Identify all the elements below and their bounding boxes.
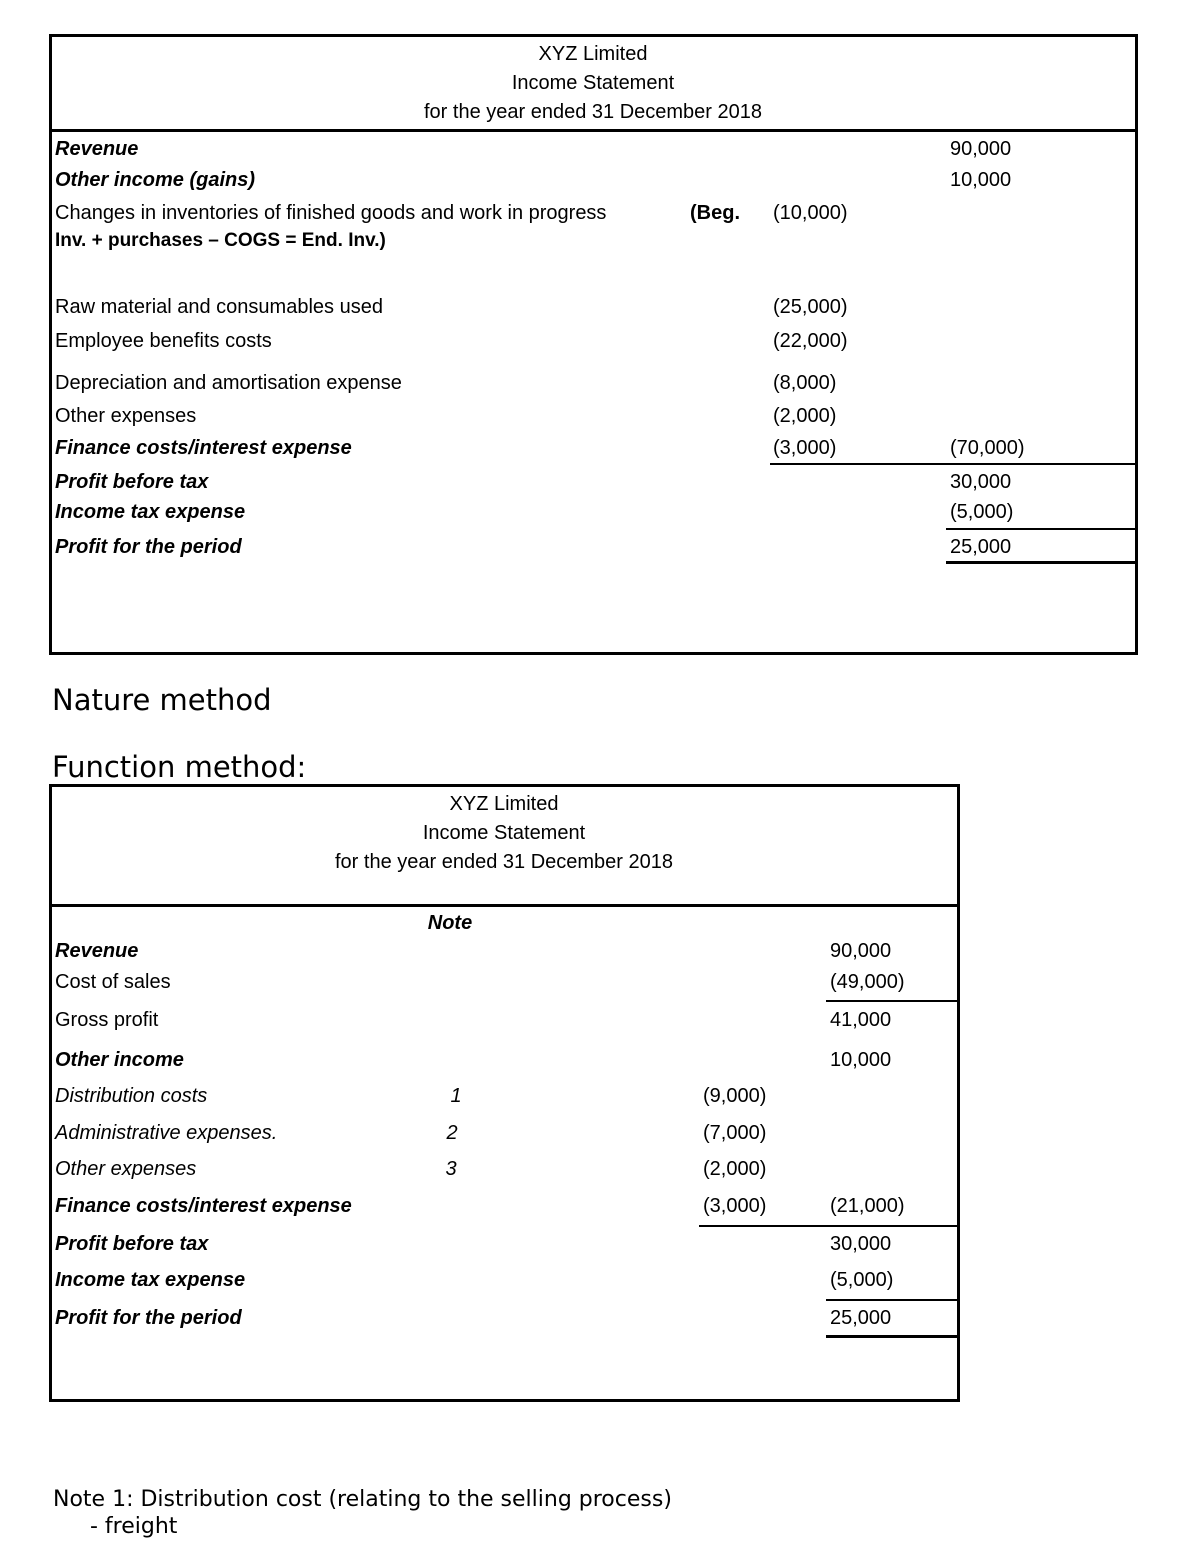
nature-final-rule [946,561,1135,564]
nature-revenue-label: Revenue [55,138,139,160]
nature-depreciation-amount: (8,000) [773,372,837,394]
function-finance-costs-total: (21,000) [830,1195,905,1217]
nature-income-tax-label: Income tax expense [55,501,246,523]
function-distribution-label: Distribution costs [55,1085,208,1107]
nature-changes-inventories-amount: (10,000) [773,202,848,224]
nature-changes-inventories-note-beg: (Beg. [690,202,740,224]
function-income-tax-label: Income tax expense [55,1269,246,1291]
function-administrative-amount: (7,000) [703,1122,767,1144]
function-note-column-header: Note [427,912,473,934]
function-distribution-amount: (9,000) [703,1085,767,1107]
nature-income-tax-total: (5,000) [950,501,1014,523]
function-other-expenses-amount: (2,000) [703,1158,767,1180]
nature-raw-material-amount: (25,000) [773,296,848,318]
nature-other-income-total: 10,000 [950,169,1012,191]
nature-subtotal-rule [770,463,1135,465]
function-header-divider [49,904,960,907]
nature-changes-inventories-label: Changes in inventories of finished goods and work in progress [55,202,607,224]
nature-profit-period-total: 25,000 [950,536,1012,558]
nature-profit-before-tax-total: 30,000 [950,471,1012,493]
nature-statement-title: Income Statement [511,72,675,94]
function-gross-profit-label: Gross profit [55,1009,159,1031]
nature-profit-before-tax-label: Profit before tax [55,471,209,493]
function-other-expenses-note: 3 [445,1158,457,1180]
function-revenue-label: Revenue [55,940,139,962]
function-finance-costs-amount: (3,000) [703,1195,767,1217]
nature-employee-benefits-amount: (22,000) [773,330,848,352]
function-other-expenses-label: Other expenses [55,1158,197,1180]
nature-other-expenses-label: Other expenses [55,405,197,427]
function-administrative-label: Administrative expenses. [55,1122,278,1144]
nature-tax-rule [946,528,1135,530]
function-final-rule [826,1335,957,1338]
function-cost-of-sales-total: (49,000) [830,971,905,993]
nature-depreciation-label: Depreciation and amortisation expense [55,372,402,394]
function-profit-before-tax-total: 30,000 [830,1233,892,1255]
function-other-income-total: 10,000 [830,1049,892,1071]
footnote-line-2: - freight [90,1514,178,1539]
nature-header-divider [49,129,1138,132]
function-profit-before-tax-label: Profit before tax [55,1233,209,1255]
function-method-caption: Function method: [52,750,307,784]
function-administrative-note: 2 [446,1122,458,1144]
nature-other-income-label: Other income (gains) [55,169,256,191]
nature-revenue-total: 90,000 [950,138,1012,160]
function-company-name: XYZ Limited [449,793,559,815]
function-subtotal-rule [699,1225,957,1227]
function-cost-of-sales-label: Cost of sales [55,971,171,993]
nature-finance-costs-total: (70,000) [950,437,1025,459]
function-profit-period-total: 25,000 [830,1307,892,1329]
nature-employee-benefits-label: Employee benefits costs [55,330,272,352]
nature-changes-inventories-note-line2: Inv. + purchases – COGS = End. Inv.) [55,230,386,251]
nature-method-caption: Nature method [52,683,272,717]
nature-company-name: XYZ Limited [538,43,648,65]
function-other-income-label: Other income [55,1049,184,1071]
footnote-line-1: Note 1: Distribution cost (relating to the selling process) [53,1487,672,1512]
nature-finance-costs-amount: (3,000) [773,437,837,459]
function-revenue-total: 90,000 [830,940,892,962]
function-cost-of-sales-rule [826,1000,957,1002]
function-finance-costs-label: Finance costs/interest expense [55,1195,352,1217]
function-income-tax-total: (5,000) [830,1269,894,1291]
nature-finance-costs-label: Finance costs/interest expense [55,437,352,459]
function-gross-profit-total: 41,000 [830,1009,892,1031]
function-profit-period-label: Profit for the period [55,1307,242,1329]
nature-other-expenses-amount: (2,000) [773,405,837,427]
nature-raw-material-label: Raw material and consumables used [55,296,383,318]
function-distribution-note: 1 [450,1085,462,1107]
function-statement-title: Income Statement [422,822,586,844]
nature-profit-period-label: Profit for the period [55,536,242,558]
function-statement-period: for the year ended 31 December 2018 [335,851,673,873]
function-tax-rule [826,1299,957,1301]
nature-statement-period: for the year ended 31 December 2018 [424,101,762,123]
